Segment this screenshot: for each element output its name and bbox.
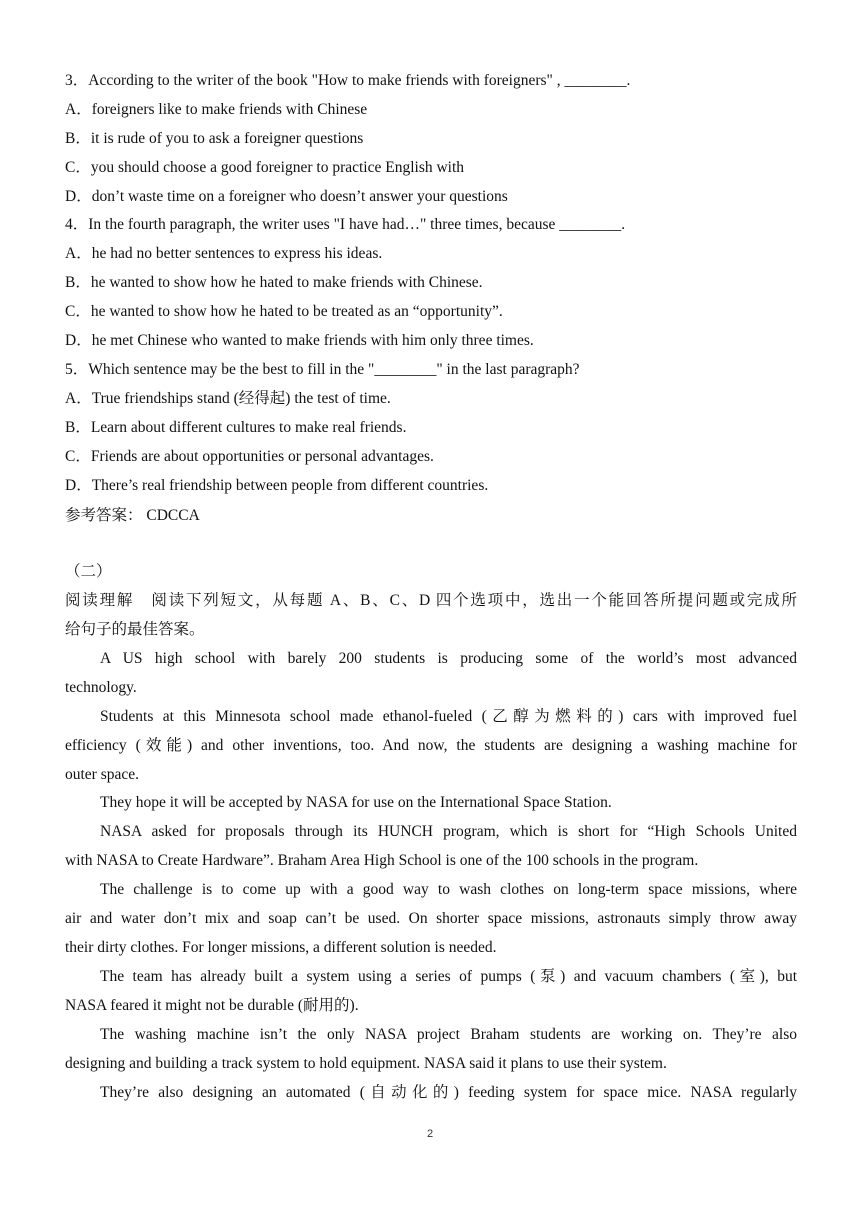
passage-line: They’re also designing an automated (自动化的) feeding system for space mice. NASA regularly bbox=[100, 1084, 797, 1101]
question-3-option-c: C．you should choose a good foreigner to practice English with bbox=[65, 159, 465, 176]
passage-line: NASA feared it might not be durable (耐用的). bbox=[65, 997, 359, 1014]
question-5-option-a: A．True friendships stand (经得起) the test of time. bbox=[65, 390, 391, 407]
question-4-option-d: D．he met Chinese who wanted to make friends with him only three times. bbox=[65, 332, 534, 349]
instructions-line-2: 给句子的最佳答案。 bbox=[65, 621, 205, 638]
passage-line: air and water don’t mix and soap can’t be used. On shorter space missions, astronauts simply throw away bbox=[65, 910, 797, 927]
question-5-stem: 5．Which sentence may be the best to fill in the "________" in the last paragraph? bbox=[65, 361, 580, 378]
passage-line: NASA asked for proposals through its HUNCH program, which is short for “High Schools United bbox=[100, 823, 797, 840]
question-4-stem: 4．In the fourth paragraph, the writer uses "I have had…" three times, because ________. bbox=[65, 216, 626, 233]
passage-line: A US high school with barely 200 students is producing some of the world’s most advanced bbox=[100, 650, 797, 667]
question-5-option-d: D．There’s real friendship between people from different countries. bbox=[65, 477, 489, 494]
passage-line: their dirty clothes. For longer missions, a different solution is needed. bbox=[65, 939, 497, 956]
passage-line: with NASA to Create Hardware”. Braham Area High School is one of the 100 schools in the program. bbox=[65, 852, 699, 869]
question-4-option-a: A．he had no better sentences to express his ideas. bbox=[65, 245, 383, 262]
question-5-option-b: B．Learn about different cultures to make real friends. bbox=[65, 419, 407, 436]
passage-line: They hope it will be accepted by NASA for use on the International Space Station. bbox=[100, 794, 612, 811]
question-4-option-c: C．he wanted to show how he hated to be treated as an “opportunity”. bbox=[65, 303, 503, 320]
passage-line: The team has already built a system using a series of pumps (泵) and vacuum chambers (室), but bbox=[100, 968, 797, 985]
passage-line: The challenge is to come up with a good way to wash clothes on long-term space missions, where bbox=[100, 881, 797, 898]
passage-line: technology. bbox=[65, 679, 137, 696]
question-4-option-b: B．he wanted to show how he hated to make friends with Chinese. bbox=[65, 274, 483, 291]
question-3-stem: 3．According to the writer of the book "How to make friends with foreigners" , ________. bbox=[65, 72, 631, 89]
passage-line: outer space. bbox=[65, 766, 140, 783]
passage-line: Students at this Minnesota school made ethanol-fueled (乙醇为燃料的) cars with improved fuel bbox=[100, 708, 797, 725]
instructions-line-1: 阅读理解 阅读下列短文，从每题 A、B、C、D 四个选项中，选出一个能回答所提问题或完成所 bbox=[65, 592, 797, 609]
passage-line: The washing machine isn’t the only NASA project Braham students are working on. They’re also bbox=[100, 1026, 797, 1043]
section-heading: （二） bbox=[65, 563, 112, 580]
passage-line: efficiency (效能) and other inventions, too. And now, the students are designing a washing machine for bbox=[65, 737, 797, 754]
page-number: 2 bbox=[426, 1128, 434, 1140]
question-3-option-b: B．it is rude of you to ask a foreigner questions bbox=[65, 130, 364, 147]
answer-key: 参考答案： CDCCA bbox=[65, 507, 200, 524]
question-5-option-c: C．Friends are about opportunities or personal advantages. bbox=[65, 448, 434, 465]
question-3-option-d: D．don’t waste time on a foreigner who doesn’t answer your questions bbox=[65, 188, 508, 205]
question-3-option-a: A．foreigners like to make friends with Chinese bbox=[65, 101, 368, 118]
passage-line: designing and building a track system to hold equipment. NASA said it plans to use their system. bbox=[65, 1055, 667, 1072]
